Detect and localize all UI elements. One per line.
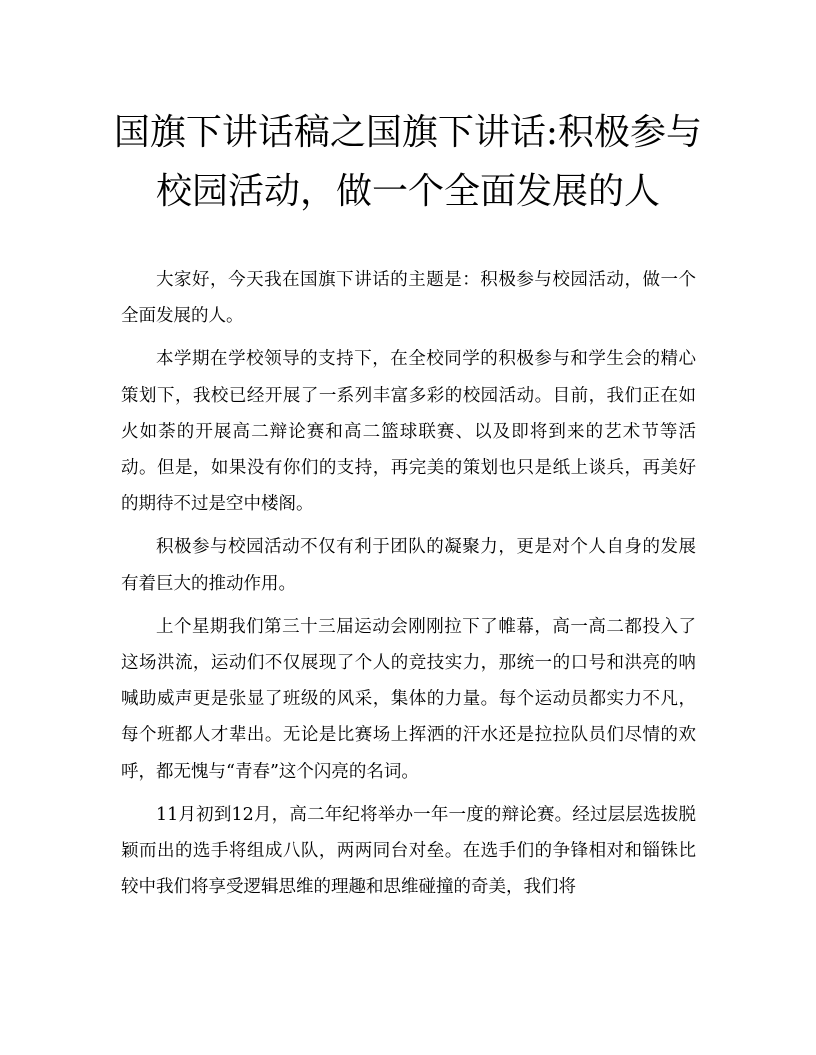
document-title-line-2: 校园活动，做一个全面发展的人 — [155, 171, 660, 212]
paragraph-benefits: 积极参与校园活动不仅有利于团队的凝聚力，更是对个人自身的发展有着巨大的推动作用。 — [121, 537, 696, 594]
paragraph-debate: 11月初到12月，高二年纪将举办一年一度的辩论赛。经过层层选拔脱颖而出的选手将组成八队，两两同台对垒。在选手们的争锋相对和锱铢比较中我们将享受逻辑思维的理趣和思维碰撞的奇美，我们将 — [121, 804, 696, 898]
paragraph-greeting: 大家好，今天我在国旗下讲话的主题是：积极参与校园活动，做一个全面发展的人。 — [121, 270, 696, 327]
paragraph-sports-meet: 上个星期我们第三十三届运动会刚刚拉下了帷幕，高一高二都投入了这场洪流，运动们不仅展现了个人的竞技实力，那统一的口号和洪亮的呐喊助威声更是张显了班级的风采，集体的力量。每个运动员都实力不凡，每个班都人才辈出。无论是比赛场上挥洒的汗水还是拉拉队员们尽情的欢呼，都无愧与“青春”这个闪亮的名词。 — [121, 616, 696, 782]
document-body — [121, 262, 696, 912]
paragraph-activities: 本学期在学校领导的支持下，在全校同学的积极参与和学生会的精心策划下，我校已经开展了一系列丰富多彩的校园活动。目前，我们正在如火如荼的开展高二辩论赛和高二篮球联赛、以及即将到来的艺术节等活动。但是，如果没有你们的支持，再完美的策划也只是纸上谈兵，再美好的期待不过是空中楼阁。 — [121, 349, 696, 515]
document-title-line-1: 国旗下讲话稿之国旗下讲话:积极参与 — [113, 112, 703, 153]
